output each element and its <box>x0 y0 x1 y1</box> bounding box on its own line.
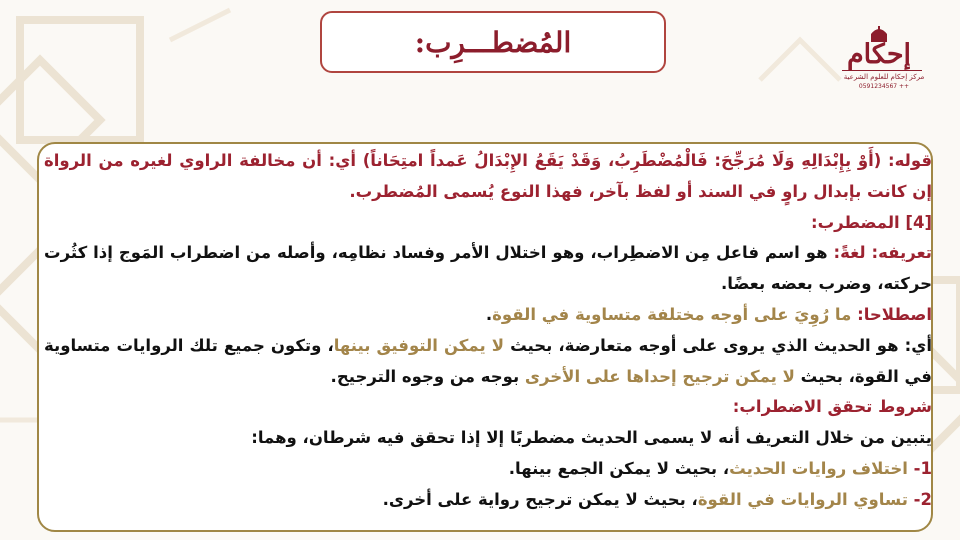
definition-lexical <box>44 238 932 300</box>
section-heading <box>44 208 932 239</box>
condition-1-number: 1- <box>907 458 932 478</box>
logo-phone: 0591234567 ++ <box>858 83 910 90</box>
technical-end: . <box>485 304 493 324</box>
condition-1 <box>44 454 932 485</box>
condition-2-text: ، بحيث لا يمكن ترجيح رواية على أخرى. <box>382 489 698 509</box>
definition-label: تعريفه: لغةً: <box>833 243 932 263</box>
section-title: [4] المضطرب: <box>810 212 932 232</box>
quote-label: قوله: <box>881 151 933 170</box>
explanation-e: بوجه من وجوه الترجيح. <box>330 366 525 386</box>
logo-divider <box>842 70 922 71</box>
technical-text: ما رُوِيَ على أوجه مختلفة متساوية في القوة <box>492 304 852 324</box>
definition-text: هو اسم فاعل مِن الاضطِراب، وهو اختلال الأمر وفساد نظامِه، وأصله من اضطراب المَوج إذا كثُرت حركته، وضرب بعضه بعضًا. <box>44 243 932 294</box>
logo-name: إحكام <box>846 39 912 70</box>
logo-subtitle: مركز إحكام للعلوم الشرعية <box>843 73 925 81</box>
explanation-a: أي: هو الحديث الذي يروى على أوجه متعارضة، بحيث <box>504 335 932 355</box>
conditions-heading <box>44 392 932 423</box>
condition-2-highlight: تساوي الروايات في القوة <box>697 489 908 509</box>
definition-technical <box>44 300 932 331</box>
conditions-intro <box>44 423 932 454</box>
technical-label: اصطلاحا: <box>851 304 932 324</box>
logo <box>836 26 932 96</box>
quote-explanation: أي: أن مخالفة الراوي لغيره من الرواة إن كانت بإبدال راوٍ في السند أو لفظ بآخر، فهذا النوع يُسمى المُضطرب. <box>44 151 932 201</box>
condition-2-number: 2- <box>907 489 932 509</box>
conditions-title: شروط تحقق الاضطراب: <box>732 397 932 417</box>
explanation-d: لا يمكن ترجيح إحداها على الأخرى <box>524 366 795 386</box>
slide-title: المُضطـــرِب: <box>414 25 572 59</box>
condition-1-highlight: اختلاف روايات الحديث <box>729 458 908 478</box>
explanation-paragraph <box>44 331 932 393</box>
conditions-intro-text: يتبين من خلال التعريف أنه لا يسمى الحديث مضطربًا إلا إذا تحقق فيه شرطان، وهما: <box>251 428 932 448</box>
title-box <box>320 11 666 73</box>
explanation-b: لا يمكن التوفيق بينها <box>333 335 504 355</box>
quote-paragraph <box>44 146 932 208</box>
condition-1-text: ، بحيث لا يمكن الجمع بينها. <box>508 458 730 478</box>
condition-2 <box>44 485 932 516</box>
quote-text: (أَوْ بِإِبْدَالِهِ وَلَا مُرَجِّحَ: فَالْمُضْطَرِبُ، وَقَدْ يَقَعُ الإِبْدَالُ عَمداً امتِحَاناً) <box>362 151 882 170</box>
explanation-c: ، وتكون جميع تلك الروايات متساوية في القوة، بحيث <box>44 335 932 386</box>
content-text <box>44 146 932 516</box>
